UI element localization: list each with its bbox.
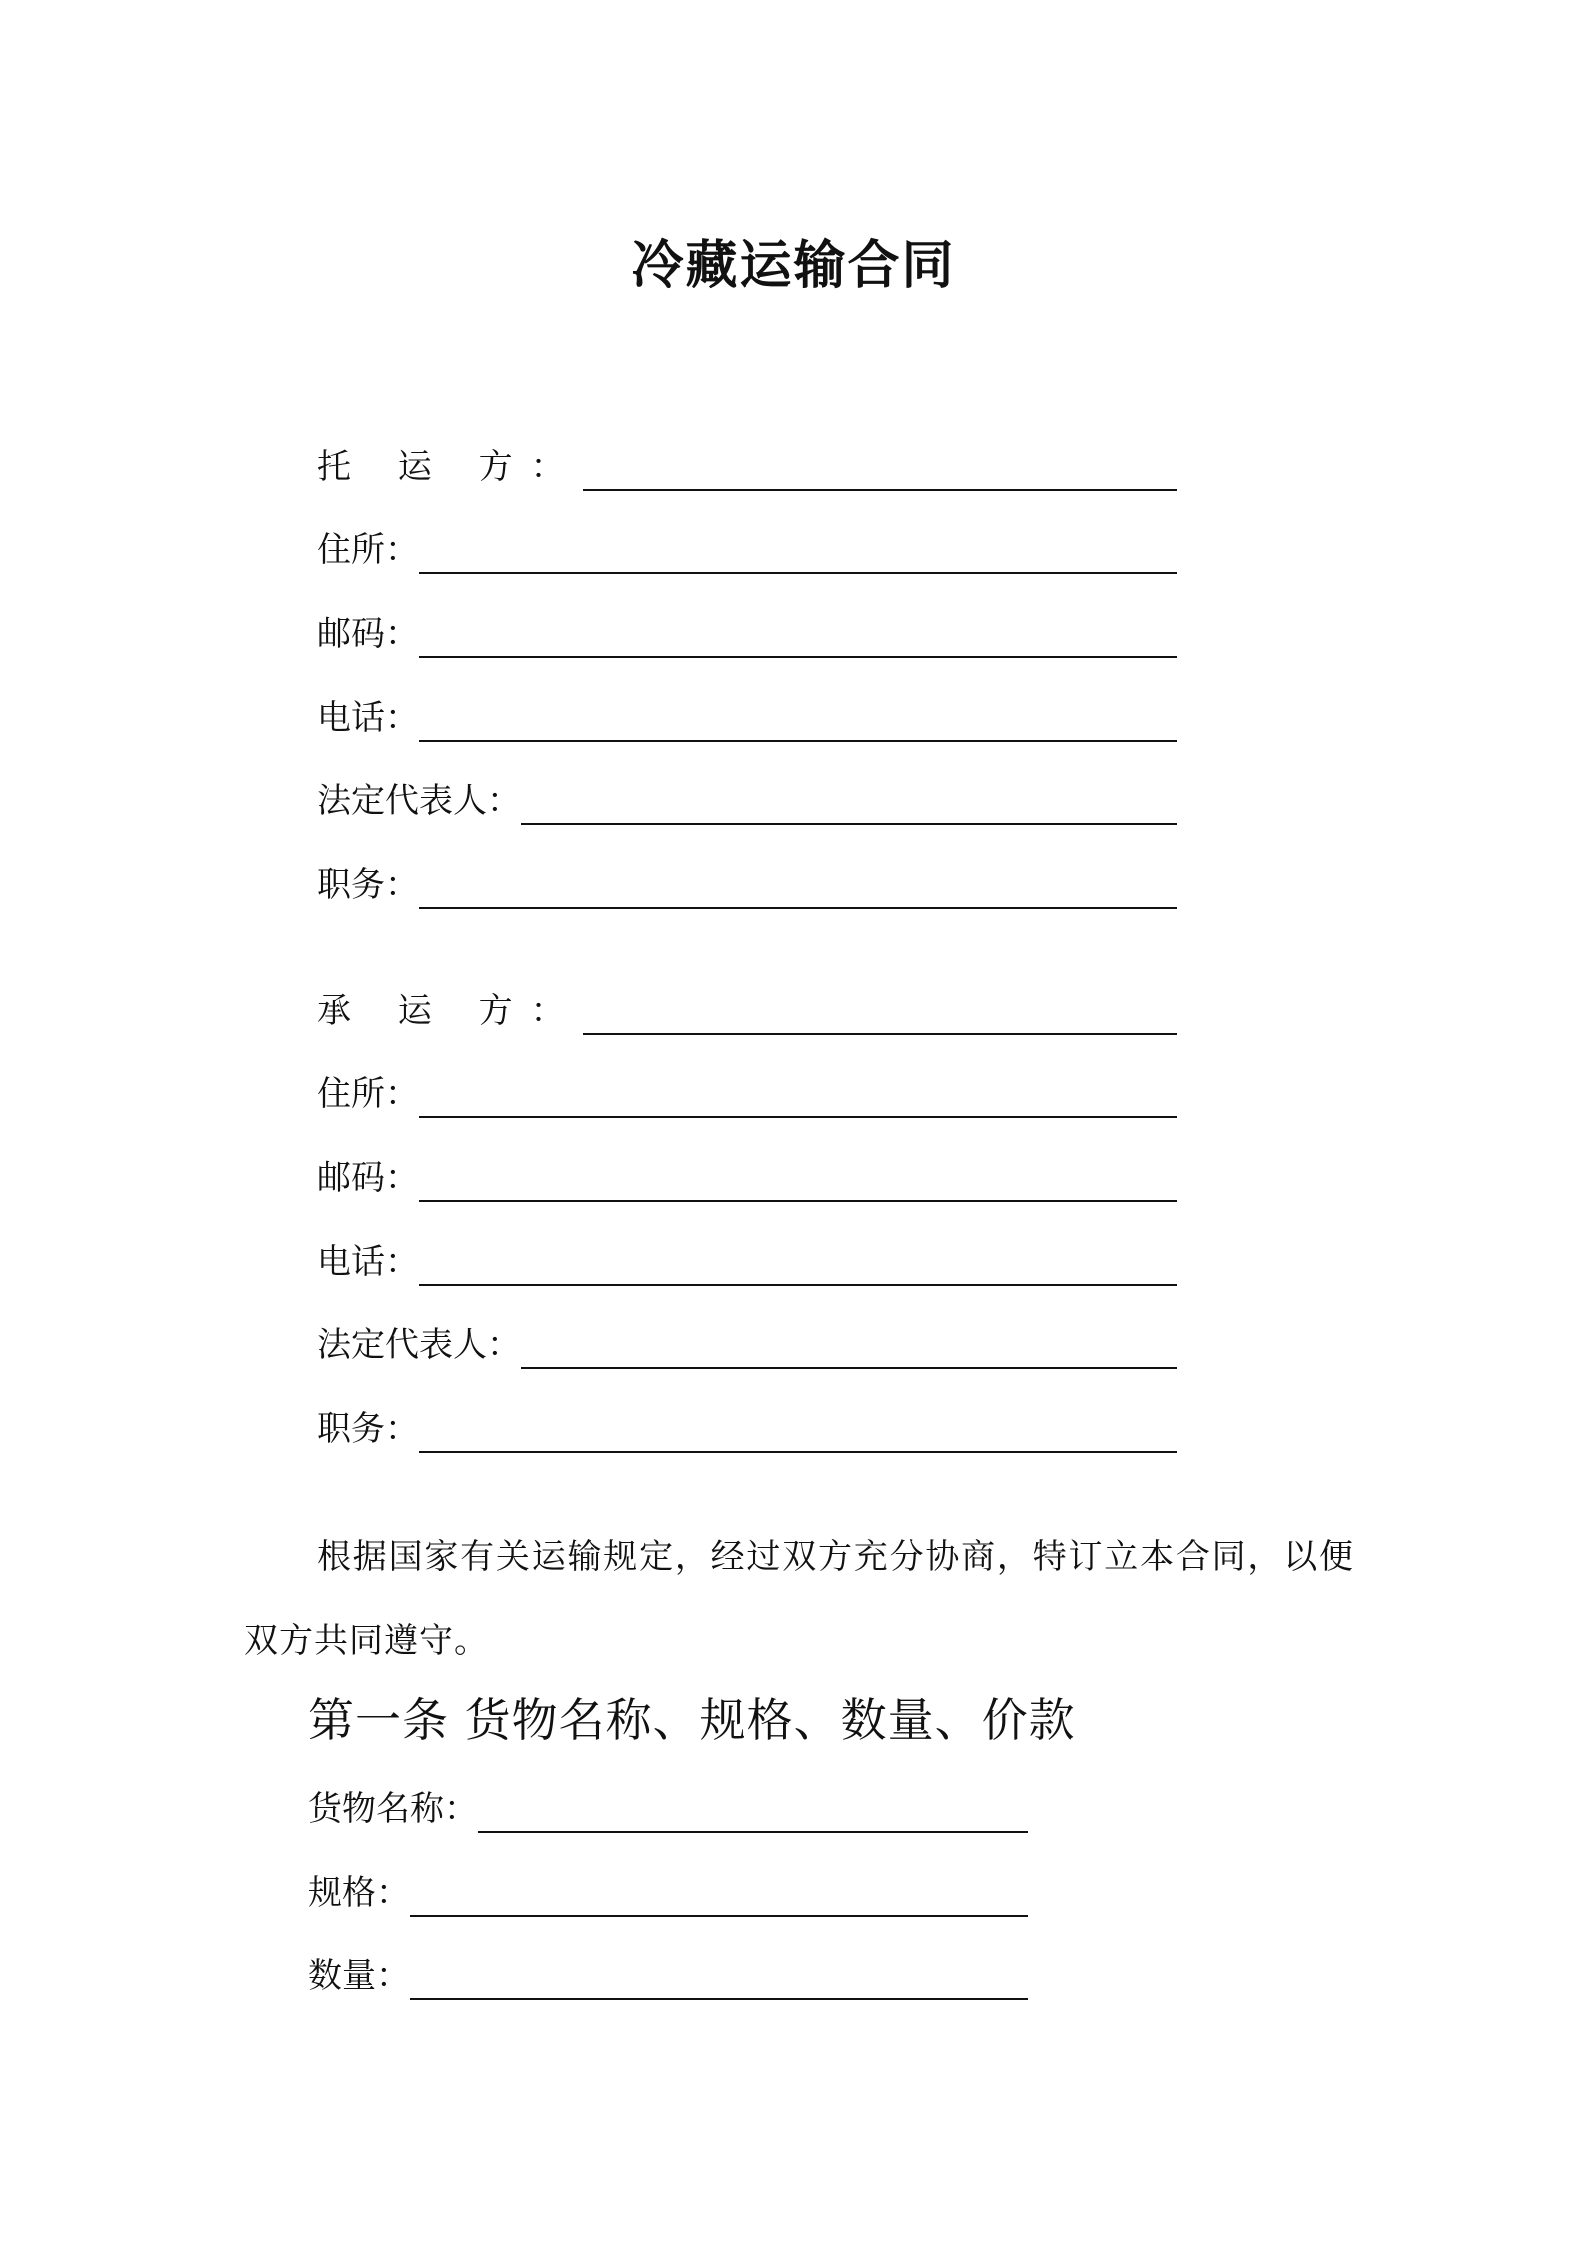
field-label: 货物名称：	[308, 1789, 478, 1829]
shipper-postcode-field[interactable]	[317, 610, 1177, 660]
blank-line[interactable]	[419, 1451, 1177, 1453]
field-label: 住所：	[317, 1074, 419, 1114]
field-label: 托 运 方：	[317, 447, 583, 487]
blank-line[interactable]	[419, 656, 1177, 658]
carrier-legal-rep-field[interactable]	[317, 1321, 1177, 1371]
shipper-legal-rep-field[interactable]	[317, 777, 1177, 827]
field-label: 邮码：	[317, 614, 419, 654]
carrier-postcode-field[interactable]	[317, 1154, 1177, 1204]
field-label: 邮码：	[317, 1158, 419, 1198]
blank-line[interactable]	[410, 1915, 1028, 1917]
contract-title: 冷藏运输合同	[631, 235, 956, 296]
field-label: 数量：	[308, 1956, 410, 1996]
field-label: 电话：	[317, 1242, 419, 1282]
blank-line[interactable]	[419, 572, 1177, 574]
blank-line[interactable]	[521, 1367, 1177, 1369]
field-label: 住所：	[317, 530, 419, 570]
carrier-phone-field[interactable]	[317, 1238, 1177, 1288]
blank-line[interactable]	[419, 1116, 1177, 1118]
field-label: 职务：	[317, 865, 419, 905]
blank-line[interactable]	[410, 1998, 1028, 2000]
field-label: 法定代表人：	[317, 781, 521, 821]
intro-paragraph: 根据国家有关运输规定，经过双方充分协商，特订立本合同，以便双方共同遵守。	[244, 1537, 1354, 1661]
shipper-position-field[interactable]	[317, 861, 1177, 911]
article-1-heading: 第一条 货物名称、规格、数量、价款	[308, 1693, 1076, 1747]
blank-line[interactable]	[419, 1200, 1177, 1202]
blank-line[interactable]	[583, 1033, 1177, 1035]
goods-spec-field[interactable]	[308, 1869, 1028, 1919]
blank-line[interactable]	[419, 907, 1177, 909]
blank-line[interactable]	[419, 1284, 1177, 1286]
field-label: 法定代表人：	[317, 1325, 521, 1365]
blank-line[interactable]	[478, 1831, 1028, 1833]
shipper-address-field[interactable]	[317, 526, 1177, 576]
blank-line[interactable]	[419, 740, 1177, 742]
field-label: 电话：	[317, 698, 419, 738]
carrier-position-field[interactable]	[317, 1405, 1177, 1455]
goods-quantity-field[interactable]	[308, 1952, 1028, 2002]
field-label: 规格：	[308, 1873, 410, 1913]
shipper-phone-field[interactable]	[317, 694, 1177, 744]
shipper-name-field[interactable]	[317, 443, 1177, 493]
field-label: 职务：	[317, 1409, 419, 1449]
carrier-address-field[interactable]	[317, 1070, 1177, 1120]
carrier-name-field[interactable]	[317, 987, 1177, 1037]
field-label: 承 运 方：	[317, 991, 583, 1031]
blank-line[interactable]	[521, 823, 1177, 825]
blank-line[interactable]	[583, 489, 1177, 491]
goods-name-field[interactable]	[308, 1785, 1028, 1835]
